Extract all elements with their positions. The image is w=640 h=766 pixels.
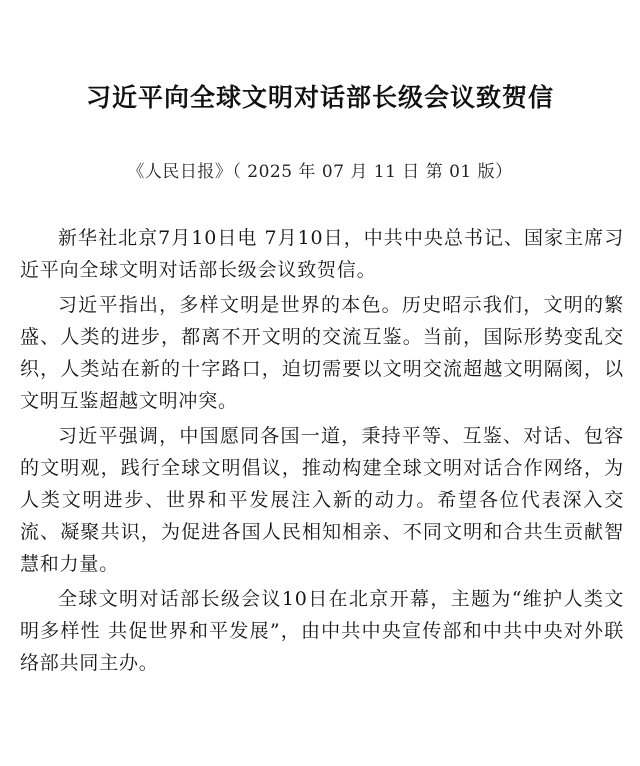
paragraph: 全球文明对话部长级会议10日在北京开幕，主题为“维护人类文明多样性 共促世界和平发展”，由中共中央宣传部和中共中央对外联络部共同主办。 bbox=[20, 588, 624, 674]
paragraph: 习近平指出，多样文明是世界的本色。历史昭示我们，文明的繁盛、人类的进步，都离不开文明的交流互鉴。当前，国际形势变乱交织，人类站在新的十字路口，迫切需要以文明交流超越文明隔阂，以文明互鉴超越文明冲突。 bbox=[20, 294, 624, 412]
article-body bbox=[20, 222, 624, 682]
paragraph: 习近平强调，中国愿同各国一道，秉持平等、互鉴、对话、包容的文明观，践行全球文明倡议，推动构建全球文明对话合作网络，为人类文明进步、世界和平发展注入新的动力。希望各位代表深入交流、凝聚共识，为促进各国人民相知相亲、不同文明和合共生贡献智慧和力量。 bbox=[20, 425, 624, 575]
article-source: 《人民日报》（ 2025 年 07 月 11 日 第 01 版） bbox=[127, 162, 513, 182]
paragraph: 新华社北京7月10日电 7月10日，中共中央总书记、国家主席习近平向全球文明对话部长级会议致贺信。 bbox=[20, 227, 624, 281]
article-title: 习近平向全球文明对话部长级会议致贺信 bbox=[85, 83, 554, 112]
